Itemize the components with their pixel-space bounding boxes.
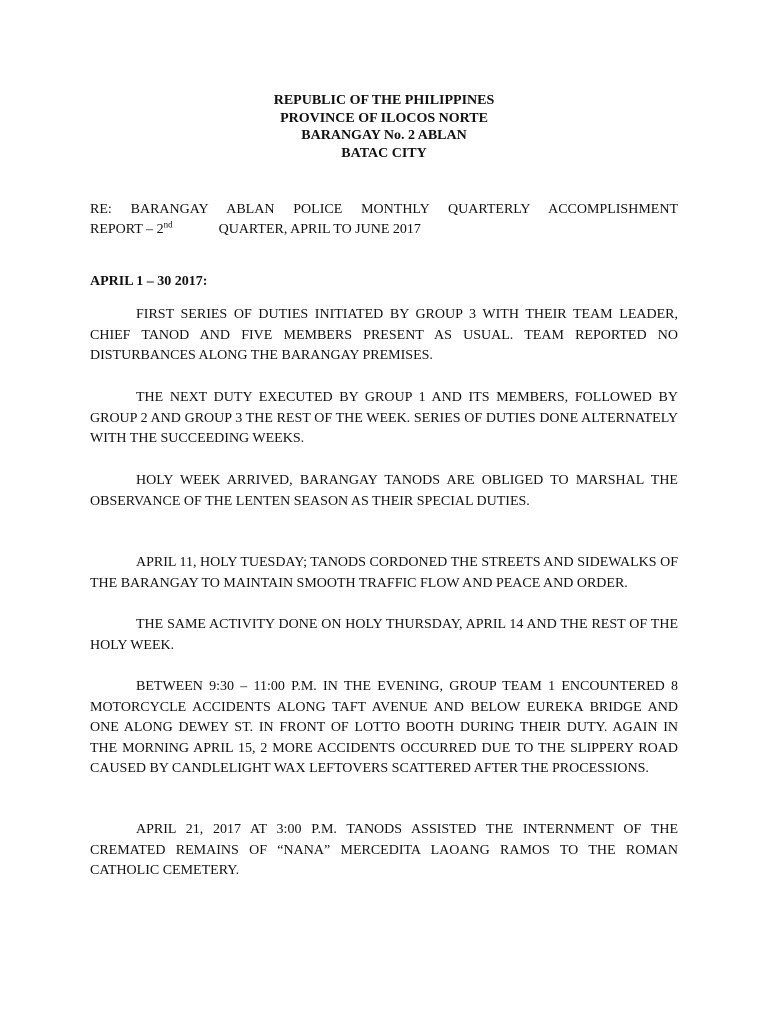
- paragraph-text: APRIL 21, 2017 AT 3:00 P.M. TANODS ASSISTED THE INTERNMENT OF THE CREMATED REMAINS OF “NANA” MERCEDITA LAOANG RAMOS TO THE ROMAN CATHOLIC CEMETERY.: [90, 822, 678, 879]
- paragraph: [90, 553, 678, 594]
- paragraph: [90, 471, 678, 512]
- paragraph-text: THE SAME ACTIVITY DONE ON HOLY THURSDAY, APRIL 14 AND THE REST OF THE HOLY WEEK.: [90, 617, 678, 653]
- subject-line: [90, 200, 678, 240]
- paragraph: [90, 305, 678, 367]
- paragraph: [90, 820, 678, 882]
- paragraph: [90, 388, 678, 450]
- paragraph-text: FIRST SERIES OF DUTIES INITIATED BY GROUP 3 WITH THEIR TEAM LEADER, CHIEF TANOD AND FIVE MEMBERS PRESENT AS USUAL. TEAM REPORTED NO DISTURBANCES ALONG THE BARANGAY PREMISES.: [90, 307, 678, 364]
- subject-line-1: RE: BARANGAY ABLAN POLICE MONTHLY QUARTERLY ACCOMPLISHMENT: [90, 202, 678, 217]
- paragraph: [90, 677, 678, 780]
- subject-quarter: QUARTER, APRIL TO JUNE 2017: [218, 222, 421, 237]
- paragraph-text: BETWEEN 9:30 – 11:00 P.M. IN THE EVENING, GROUP TEAM 1 ENCOUNTERED 8 MOTORCYCLE ACCIDENTS ALONG TAFT AVENUE AND BELOW EUREKA BRIDGE AND ONE ALONG DEWEY ST. IN FRONT OF LOTTO BOOTH DURING THEIR DUTY. AGAIN IN THE MORNING APRIL 15, 2 MORE ACCIDENTS OCCURRED DUE TO THE SLIPPERY ROAD CAUSED BY CANDLELIGHT WAX LEFTOVERS SCATTERED AFTER THE PROCESSIONS.: [90, 679, 678, 777]
- subject-report-prefix: REPORT – 2: [90, 222, 164, 237]
- paragraph-text: HOLY WEEK ARRIVED, BARANGAY TANODS ARE OBLIGED TO MARSHAL THE OBSERVANCE OF THE LENTEN SEASON AS THEIR SPECIAL DUTIES.: [90, 473, 678, 509]
- paragraph: [90, 615, 678, 656]
- subject-ordinal-suffix: nd: [163, 219, 173, 230]
- section-heading: APRIL 1 – 30 2017:: [90, 274, 208, 289]
- header-province: PROVINCE OF ILOCOS NORTE: [280, 110, 488, 126]
- header-barangay: BARANGAY No. 2 ABLAN: [301, 128, 467, 143]
- document-header: [0, 92, 768, 162]
- header-city: BATAC CITY: [341, 145, 427, 161]
- subject-line-2: [90, 220, 678, 240]
- header-republic: REPUBLIC OF THE PHILIPPINES: [273, 93, 495, 108]
- paragraph-text: APRIL 11, HOLY TUESDAY; TANODS CORDONED THE STREETS AND SIDEWALKS OF THE BARANGAY TO MAINTAIN SMOOTH TRAFFIC FLOW AND PEACE AND ORDER.: [90, 555, 678, 591]
- paragraph-text: THE NEXT DUTY EXECUTED BY GROUP 1 AND ITS MEMBERS, FOLLOWED BY GROUP 2 AND GROUP 3 THE REST OF THE WEEK. SERIES OF DUTIES DONE ALTERNATELY WITH THE SUCCEEDING WEEKS.: [90, 390, 678, 447]
